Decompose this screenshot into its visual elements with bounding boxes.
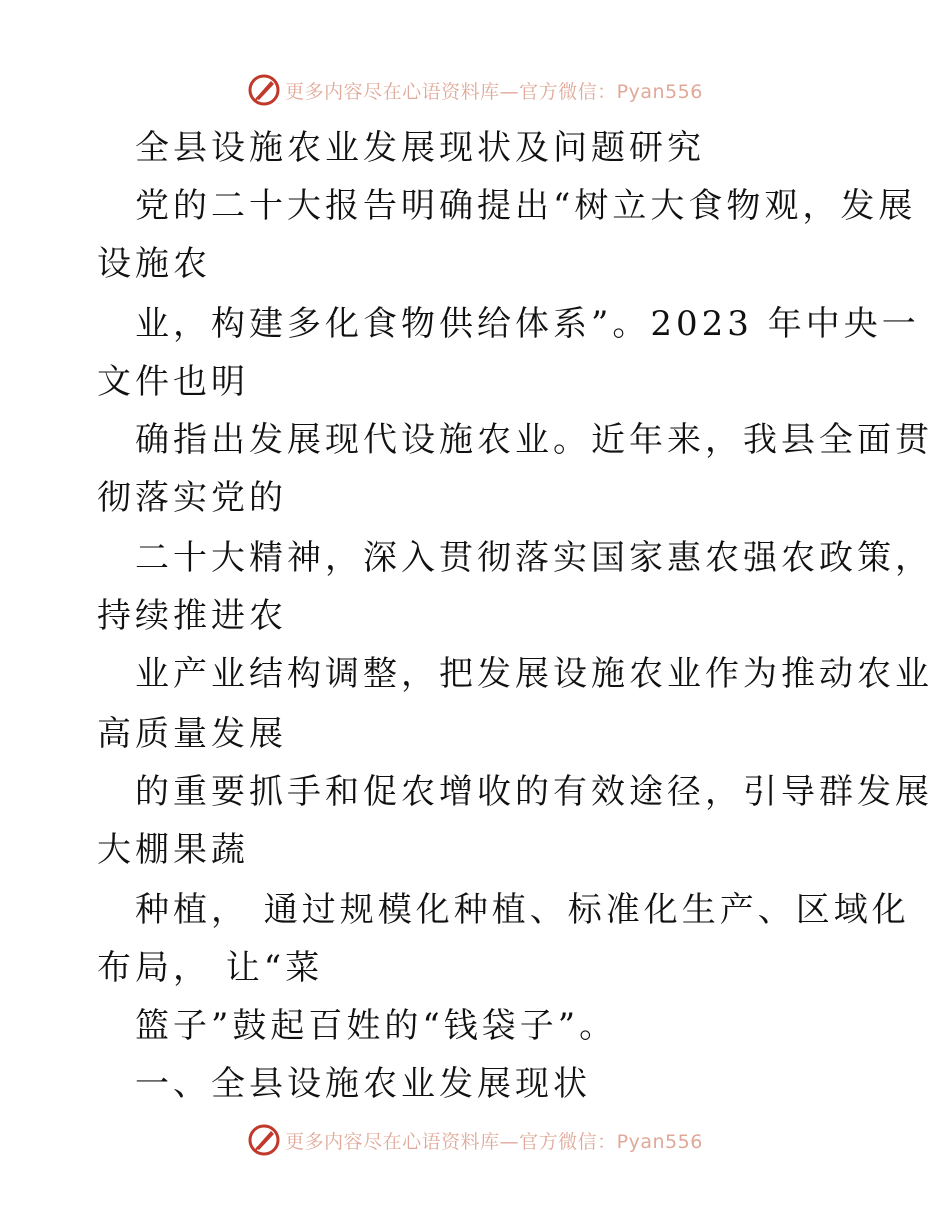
paragraph-line: 业，构建多化食物供给体系”。2023 年中央一 bbox=[135, 304, 920, 344]
paragraph-line: 布局， 让“菜 bbox=[97, 948, 324, 988]
quill-seal-icon bbox=[247, 73, 281, 107]
footer-watermark bbox=[0, 1120, 950, 1160]
quill-seal-icon bbox=[247, 1123, 281, 1157]
paragraph-line: 确指出发展现代设施农业。近年来，我县全面贯 bbox=[135, 420, 933, 460]
paragraph-line: 篮子”鼓起百姓的“钱袋子”。 bbox=[135, 1006, 618, 1046]
paragraph-line: 的重要抓手和促农增收的有效途径，引导群发展 bbox=[135, 772, 933, 812]
paragraph-line: 党的二十大报告明确提出“树立大食物观，发展 bbox=[135, 186, 917, 226]
section-heading: 一、全县设施农业发展现状 bbox=[135, 1064, 591, 1104]
paragraph-line: 高质量发展 bbox=[97, 714, 287, 754]
paragraph-line: 设施农 bbox=[97, 244, 211, 284]
paragraph-line: 种植， 通过规模化种植、标准化生产、区域化 bbox=[135, 890, 910, 930]
paragraph-line: 二十大精神，深入贯彻落实国家惠农强农政策， bbox=[135, 538, 933, 578]
watermark-text: 更多内容尽在心语资料库—官方微信：Pyan556 bbox=[285, 1130, 703, 1153]
paragraph-line: 彻落实党的 bbox=[97, 478, 287, 518]
document-title: 全县设施农业发展现状及问题研究 bbox=[135, 128, 705, 168]
header-watermark bbox=[0, 70, 950, 110]
paragraph-line: 文件也明 bbox=[97, 362, 249, 402]
paragraph-line: 业产业结构调整，把发展设施农业作为推动农业 bbox=[135, 654, 933, 694]
paragraph-line: 持续推进农 bbox=[97, 596, 287, 636]
paragraph-line: 大棚果蔬 bbox=[97, 830, 249, 870]
watermark-text: 更多内容尽在心语资料库—官方微信：Pyan556 bbox=[285, 80, 703, 103]
